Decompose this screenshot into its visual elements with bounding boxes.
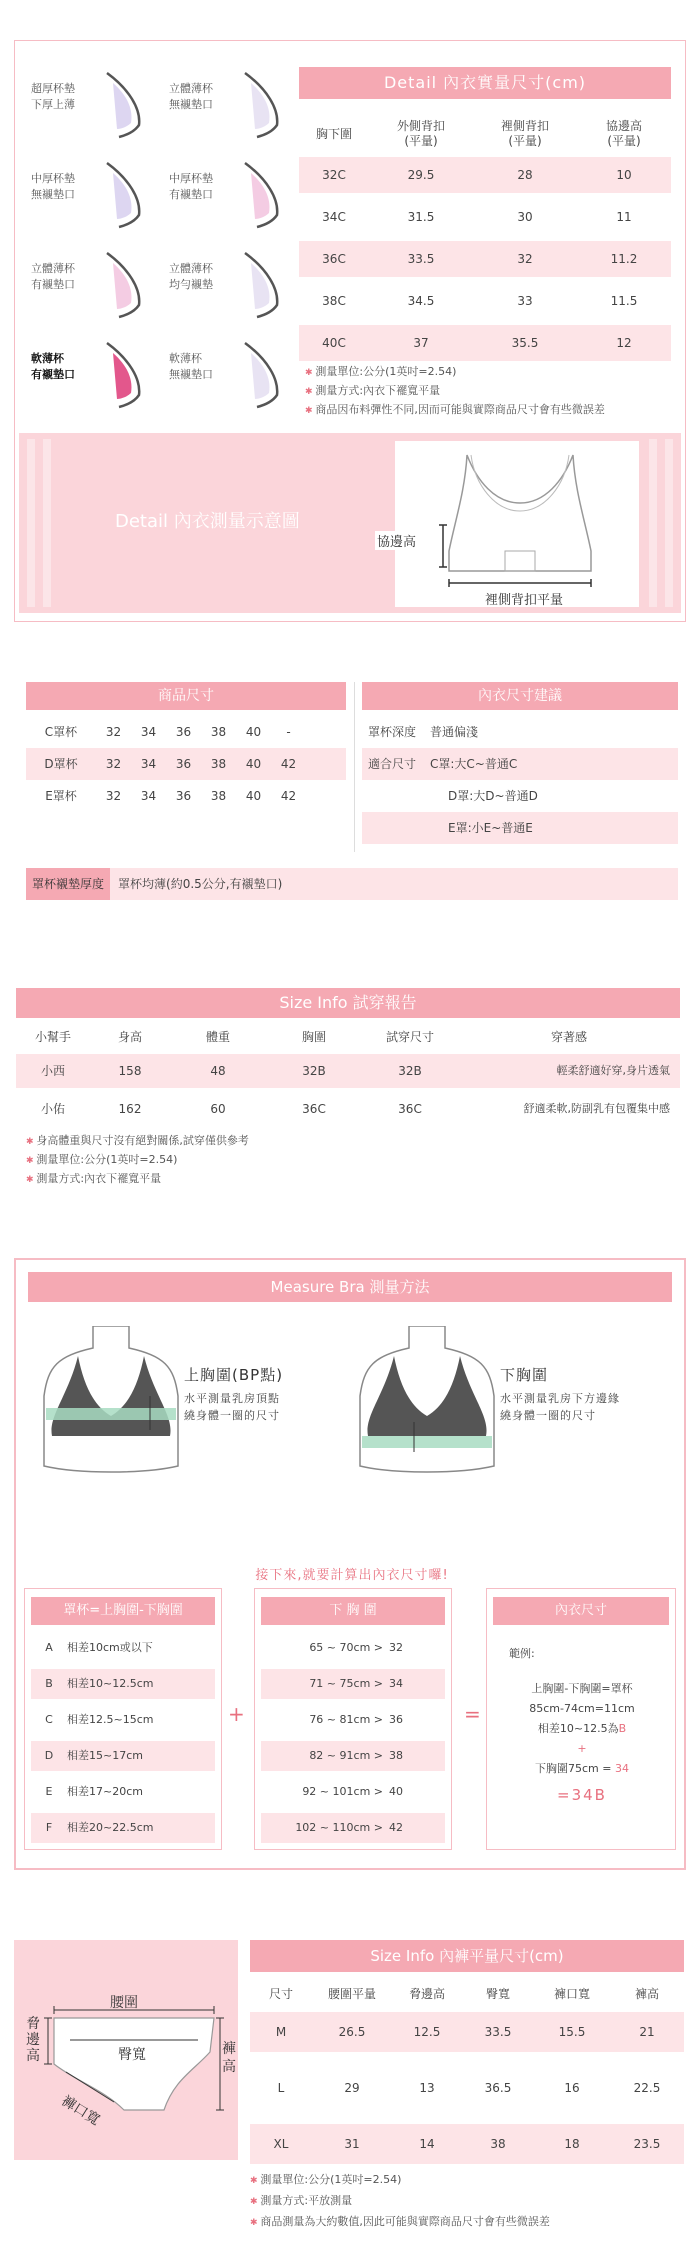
product-size-value: 40	[245, 725, 262, 739]
product-size-value: 40	[245, 789, 262, 803]
product-size-value: 42	[280, 789, 297, 803]
cup-diff: 相差15~17cm	[67, 1749, 143, 1762]
size-cell: 10	[616, 168, 632, 182]
lower-bust-illustration	[354, 1326, 500, 1476]
label-hip: 臀寬	[118, 2047, 146, 2063]
upper-bust-mannequin-icon	[38, 1326, 184, 1476]
size-row	[299, 325, 671, 361]
underbust-box	[254, 1588, 452, 1850]
size-cell: 33	[517, 294, 533, 308]
cup-type-item	[19, 241, 153, 325]
plus-sign: +	[228, 1702, 245, 1726]
panty-cell: 29	[344, 2081, 360, 2095]
product-size-value: 34	[140, 789, 157, 803]
panty-cell: 36.5	[484, 2081, 512, 2095]
panty-size-table	[250, 1976, 684, 2180]
try-on-cell: 162	[118, 1102, 142, 1116]
label-pants-height: 褲 高	[222, 2041, 236, 2075]
cup-calc-row	[31, 1669, 215, 1699]
upper-bust-illustration	[38, 1326, 184, 1476]
try-on-cell: 36C	[302, 1102, 326, 1116]
underbust-row	[261, 1705, 445, 1735]
product-size-value: -	[286, 725, 291, 739]
underbust-size: 42	[389, 1821, 403, 1834]
product-size-value: 36	[175, 789, 192, 803]
underbust-range: 82 ~ 91cm >	[309, 1749, 383, 1762]
try-on-cell: 60	[210, 1102, 226, 1116]
size-cell: 38C	[322, 294, 346, 308]
example-line2: 85cm-74cm=11cm	[529, 1702, 635, 1715]
panty-cell: 21	[639, 2025, 655, 2039]
underbust-range: 71 ~ 75cm >	[309, 1677, 383, 1690]
upper-bust-desc: 水平測量乳房頂點 繞身體一圈的尺寸	[184, 1392, 280, 1422]
cup-type-item	[19, 151, 153, 235]
try-on-cell: 32B	[302, 1064, 326, 1078]
cup-letter: F	[45, 1821, 53, 1834]
panty-cell: M	[275, 2025, 287, 2039]
example-label: 範例:	[509, 1647, 535, 1660]
fit-row-c: C罩:大C~普通C	[430, 757, 518, 771]
size-cell: 34.5	[407, 294, 435, 308]
note-line: ✱ 測量方式:內衣下襬寬平量	[305, 382, 685, 401]
try-on-header-cell: 體重	[205, 1030, 230, 1044]
underbust-size: 40	[389, 1785, 403, 1798]
cup-depth-label: 罩杯深度	[368, 725, 417, 739]
try-on-notes	[26, 1132, 249, 1189]
try-on-header-cell: 小幫手	[34, 1030, 71, 1044]
note-line: ✱ 測量方式:平放測量	[250, 2191, 550, 2212]
cup-type-label: 立體薄杯 無襯墊口	[169, 82, 213, 111]
product-size-value: 32	[105, 725, 122, 739]
cup-letter: E	[45, 1785, 53, 1798]
size-cell: 32C	[322, 168, 346, 182]
section-panty-size	[14, 1940, 686, 2240]
product-size-value: 40	[245, 757, 262, 771]
product-size-value: 36	[175, 725, 192, 739]
panty-row	[250, 2012, 684, 2052]
underbust-range: 92 ~ 101cm >	[302, 1785, 383, 1798]
try-on-cell: 48	[210, 1064, 226, 1078]
cup-type-label: 中厚杯墊 無襯墊口	[31, 172, 75, 201]
try-on-cell: 32B	[398, 1064, 422, 1078]
cup-profile-icon	[237, 339, 287, 409]
section-divider	[354, 682, 355, 852]
product-size-value: 32	[105, 789, 122, 803]
try-on-title: Size Info 試穿報告	[16, 988, 680, 1018]
cup-diff: 相差12.5~15cm	[67, 1713, 154, 1726]
note-line: ✱ 測量單位:公分(1英吋=2.54)	[26, 1151, 249, 1170]
decor-stripe	[27, 439, 35, 607]
label-waist: 腰圍	[110, 1995, 138, 2011]
product-size-table	[26, 716, 346, 812]
example-plus: +	[577, 1742, 587, 1755]
cup-type-label: 中厚杯墊 有襯墊口	[169, 172, 213, 201]
try-on-row	[16, 1054, 680, 1088]
bra-outline-icon	[395, 441, 639, 607]
size-row	[299, 199, 671, 235]
try-on-table	[16, 1020, 680, 1130]
product-size-row	[26, 748, 346, 780]
size-cell: 37	[413, 336, 429, 350]
fit-row-e: E罩:小E~普通E	[362, 812, 678, 844]
panty-cell: 23.5	[633, 2137, 661, 2151]
try-on-cell: 小西	[40, 1064, 65, 1078]
note-line: ✱ 商品測量為大約數值,因此可能與實際商品尺寸會有些微誤差	[250, 2212, 550, 2233]
try-on-header-cell: 穿著感	[550, 1030, 587, 1044]
panty-cell: 16	[564, 2081, 580, 2095]
panty-cell: 12.5	[413, 2025, 441, 2039]
fit-label: 適合尺寸	[368, 757, 417, 771]
cup-letter: C	[45, 1713, 53, 1726]
try-on-header-cell: 胸圍	[301, 1030, 326, 1044]
cup-type-grid	[19, 61, 295, 421]
size-row	[299, 157, 671, 193]
underbust-row	[261, 1741, 445, 1771]
panty-cell: 26.5	[338, 2025, 366, 2039]
panty-header-cell: 褲口寬	[553, 1987, 590, 2001]
panty-header-cell: 尺寸	[268, 1987, 293, 2001]
panty-cell: L	[277, 2081, 285, 2095]
panty-header-cell: 腰圍平量	[327, 1987, 376, 2001]
example-result: =34B	[557, 1786, 607, 1804]
underbust-size: 36	[389, 1713, 403, 1726]
size-cell: 30	[517, 210, 533, 224]
measure-diagram	[19, 433, 681, 613]
panty-row	[250, 2124, 684, 2164]
cup-profile-icon	[99, 249, 149, 319]
cup-diff: 相差17~20cm	[67, 1785, 143, 1798]
cup-type-item	[19, 331, 153, 415]
underbust-row	[261, 1813, 445, 1843]
size-cell: 40C	[322, 336, 346, 350]
cup-calc-row	[31, 1777, 215, 1807]
diagram-title: Detail 內衣測量示意圖	[115, 511, 300, 532]
panty-header-cell: 臀寬	[485, 1987, 510, 2001]
product-size-value: 36	[175, 757, 192, 771]
size-cell: 31.5	[407, 210, 435, 224]
size-cell: 32	[517, 252, 533, 266]
upper-bust-title: 上胸圍(BP點)	[184, 1366, 284, 1384]
product-size-value: 38	[210, 725, 227, 739]
try-on-cell: 158	[118, 1064, 142, 1078]
try-on-cell: 輕柔舒適好穿,身片透氣	[556, 1064, 670, 1077]
cup-depth-value: 普通偏淺	[430, 725, 479, 739]
panty-cell: XL	[273, 2137, 289, 2151]
product-size-value: 34	[140, 757, 157, 771]
bra-diagram-panel	[395, 441, 639, 607]
cup-diff: 相差10~12.5cm	[67, 1677, 154, 1690]
product-size-title: 商品尺寸	[26, 682, 346, 710]
product-size-value: 34	[140, 725, 157, 739]
decor-stripe	[665, 439, 673, 607]
cup-profile-icon	[237, 69, 287, 139]
cup-profile-icon	[99, 69, 149, 139]
cup-profile-icon	[237, 159, 287, 229]
section-product-size	[26, 682, 678, 910]
panty-diagram	[14, 1940, 238, 2160]
underbust-row	[261, 1777, 445, 1807]
measure-title: Measure Bra 測量方法	[28, 1272, 672, 1302]
cup-type-label: 軟薄杯 有襯墊口	[31, 352, 75, 381]
cup-type-label: 軟薄杯 無襯墊口	[169, 352, 213, 381]
bra-size-box	[486, 1588, 676, 1850]
section-measure-method	[14, 1258, 686, 1870]
example-line1: 上胸圍-下胸圍=罩杯	[531, 1682, 633, 1695]
size-cell: 33.5	[407, 252, 435, 266]
cup-calc-row	[31, 1813, 215, 1843]
size-suggestion-table	[362, 716, 678, 844]
cup-profile-icon	[99, 159, 149, 229]
panty-notes	[250, 2170, 550, 2233]
lower-bust-mannequin-icon	[354, 1326, 500, 1476]
try-on-header	[16, 1020, 680, 1054]
lower-bust-desc: 水平測量乳房下方邊緣 繞身體一圈的尺寸	[500, 1392, 620, 1422]
diagram-label-bottom: 裡側背扣平量	[485, 593, 564, 608]
panty-header-cell: 褲高	[634, 1987, 659, 2001]
try-on-cell: 舒適柔軟,防副乳有包覆集中感	[523, 1102, 670, 1115]
panty-header-cell: 脅邊高	[408, 1987, 445, 2001]
note-line: ✱ 商品因布料彈性不同,因而可能與實際商品尺寸會有些微誤差	[305, 401, 685, 420]
cup-type-label: 立體薄杯 有襯墊口	[31, 262, 75, 291]
product-size-value: 38	[210, 789, 227, 803]
size-cell: 29.5	[407, 168, 435, 182]
product-size-label: D罩杯	[44, 757, 78, 771]
underbust-size: 34	[389, 1677, 403, 1690]
label-side: 脅 邊 高	[26, 2016, 40, 2064]
panty-cell: 15.5	[558, 2025, 586, 2039]
cup-type-label: 超厚杯墊 下厚上薄	[31, 82, 75, 111]
cup-type-item	[19, 61, 153, 145]
cup-type-item	[157, 61, 291, 145]
product-size-label: C罩杯	[44, 725, 78, 739]
decor-stripe	[649, 439, 657, 607]
section-detail-size	[14, 40, 686, 622]
try-on-header-cell: 試穿尺寸	[385, 1030, 434, 1044]
underbust-title: 下 胸 圍	[261, 1597, 445, 1625]
size-cell: 34C	[322, 210, 346, 224]
detail-size-title: Detail 內衣實量尺寸(cm)	[299, 67, 671, 99]
label-leg: 褲口寬	[58, 2092, 103, 2129]
cup-profile-icon	[99, 339, 149, 409]
size-cell: 28	[517, 168, 533, 182]
panty-cell: 13	[419, 2081, 435, 2095]
section-try-on-report	[16, 988, 680, 1188]
decor-stripe	[43, 439, 51, 607]
panty-header	[250, 1976, 684, 2012]
size-header-cell: 外側背扣 (平量)	[396, 119, 445, 148]
product-size-row	[26, 780, 346, 812]
cup-type-item	[157, 241, 291, 325]
cup-profile-icon	[237, 249, 287, 319]
pad-thickness-label: 罩杯襯墊厚度	[26, 868, 110, 900]
underbust-size: 38	[389, 1749, 403, 1762]
note-line: ✱ 測量方式:內衣下襬寬平量	[26, 1170, 249, 1189]
cup-calc-row	[31, 1633, 215, 1663]
panty-cell: 38	[490, 2137, 506, 2151]
equals-sign: =	[464, 1702, 481, 1726]
underbust-row	[261, 1633, 445, 1663]
note-line: ✱ 測量單位:公分(1英吋=2.54)	[305, 363, 685, 382]
underbust-range: 102 ~ 110cm >	[295, 1821, 383, 1834]
fit-row-d: D罩:大D~普通D	[448, 789, 538, 803]
cup-type-label: 立體薄杯 均勻襯墊	[169, 262, 213, 291]
example-line4: 下胸圍75cm = 34	[535, 1762, 629, 1775]
size-cell: 36C	[322, 252, 346, 266]
diagram-label-side: 協邊高	[375, 531, 418, 550]
size-suggestion-title: 內衣尺寸建議	[362, 682, 678, 710]
panty-cell: 22.5	[633, 2081, 661, 2095]
cup-letter: A	[45, 1641, 53, 1654]
note-line: ✱ 測量單位:公分(1英吋=2.54)	[250, 2170, 550, 2191]
example-line3: 相差10~12.5為B	[537, 1722, 627, 1735]
cup-calc-row	[31, 1741, 215, 1771]
cup-diff: 相差20~22.5cm	[67, 1821, 154, 1834]
pad-thickness-row	[26, 868, 678, 900]
cup-letter: D	[44, 1749, 54, 1762]
cup-calc-row	[31, 1705, 215, 1735]
panty-cell: 31	[344, 2137, 360, 2151]
size-cell: 11.2	[610, 252, 638, 266]
size-row	[299, 241, 671, 277]
cup-calc-title: 罩杯=上胸圍-下胸圍	[31, 1597, 215, 1625]
try-on-cell: 36C	[398, 1102, 422, 1116]
product-size-label: E罩杯	[45, 789, 77, 803]
detail-size-notes	[305, 363, 685, 420]
panty-cell: 33.5	[484, 2025, 512, 2039]
size-cell: 11	[616, 210, 632, 224]
detail-size-table	[299, 111, 671, 367]
size-cell: 35.5	[511, 336, 539, 350]
underbust-row	[261, 1669, 445, 1699]
underbust-range: 65 ~ 70cm >	[309, 1641, 383, 1654]
underbust-size: 32	[389, 1641, 403, 1654]
size-cell: 11.5	[610, 294, 638, 308]
calc-heading: 接下來,就要計算出內衣尺寸囉!	[255, 1568, 449, 1583]
product-size-value: 38	[210, 757, 227, 771]
try-on-row	[16, 1092, 680, 1126]
pad-thickness-value: 罩杯均薄(約0.5公分,有襯墊口)	[118, 877, 283, 891]
cup-letter: B	[45, 1677, 53, 1690]
cup-type-item	[157, 151, 291, 235]
try-on-header-cell: 身高	[117, 1030, 142, 1044]
try-on-cell: 小佑	[40, 1102, 65, 1116]
product-size-value: 42	[280, 757, 297, 771]
panty-size-title: Size Info 內褲平量尺寸(cm)	[250, 1940, 684, 1972]
size-cell: 12	[616, 336, 632, 350]
panty-row	[250, 2068, 684, 2108]
lower-bust-title: 下胸圍	[500, 1366, 549, 1384]
note-line: ✱ 身高體重與尺寸沒有絕對關係,試穿僅供參考	[26, 1132, 249, 1151]
underbust-range: 76 ~ 81cm >	[309, 1713, 383, 1726]
size-header-cell: 裡側背扣 (平量)	[500, 119, 549, 148]
panty-cell: 14	[419, 2137, 435, 2151]
cup-calc-box	[24, 1588, 222, 1850]
size-row	[299, 283, 671, 319]
size-header-cell: 協邊高 (平量)	[605, 119, 642, 148]
cup-diff: 相差10cm或以下	[67, 1641, 153, 1654]
bra-size-title: 內衣尺寸	[493, 1597, 669, 1625]
panty-cell: 18	[564, 2137, 580, 2151]
product-size-row	[26, 716, 346, 748]
product-size-value: 32	[105, 757, 122, 771]
size-header-cell: 胸下圍	[315, 126, 352, 141]
cup-type-item	[157, 331, 291, 415]
